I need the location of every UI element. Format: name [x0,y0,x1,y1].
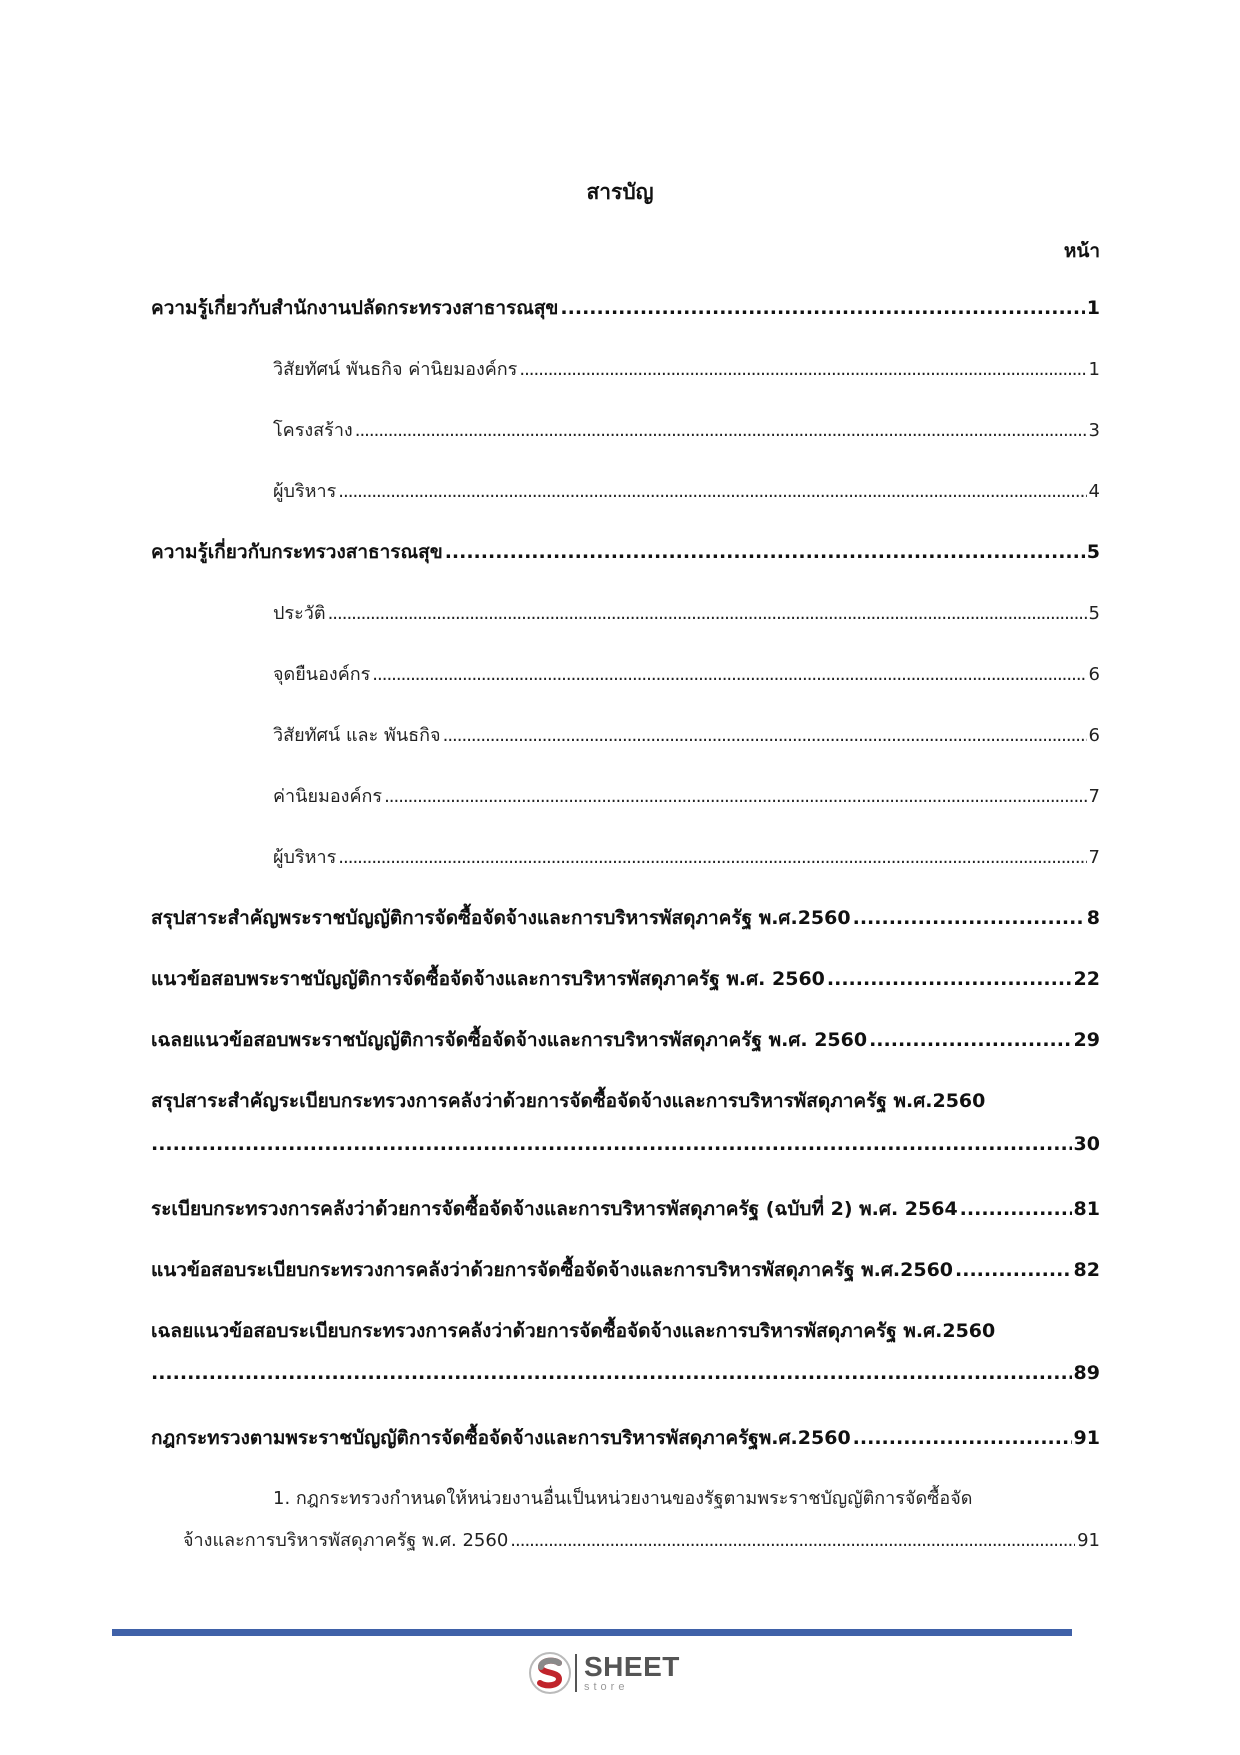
dot-leader [519,359,1086,380]
toc-entry-label: ความรู้เกี่ยวกับสำนักงานปลัดกระทรวงสาธารณสุข [151,297,559,319]
toc-entry-label: ค่านิยมองค์กร [273,786,383,807]
dot-leader [960,1198,1072,1220]
toc-entry-page: 91 [1073,1427,1100,1449]
toc-entry[interactable] [151,1194,1100,1224]
logo-divider [575,1654,577,1692]
toc-entry-label: ความรู้เกี่ยวกับกระทรวงสาธารณสุข [151,541,443,563]
dot-leader [355,420,1087,441]
toc-entry-page: 5 [1088,603,1100,624]
toc-entry-page: 81 [1073,1198,1100,1220]
toc-subentry[interactable] [273,598,1100,627]
dot-leader [827,968,1072,990]
toc-subentry[interactable] [273,781,1100,810]
toc-entry-page: 6 [1088,664,1100,685]
dot-leader [510,1530,1075,1551]
toc-subentry[interactable] [273,720,1100,749]
toc-entry-page: 6 [1088,725,1100,746]
dot-leader [869,1029,1071,1051]
toc-entry-page: 29 [1073,1029,1100,1051]
toc-entry-page: 4 [1088,481,1100,502]
dot-leader [372,664,1086,685]
toc-entry-page: 30 [1073,1133,1100,1155]
toc-entry-page: 82 [1073,1259,1100,1281]
dot-leader [443,725,1087,746]
toc-entry-page: 7 [1088,847,1100,868]
page-column-header: หน้า [1063,240,1100,262]
toc-entry-label: ผู้บริหาร [273,847,337,868]
toc-entry[interactable] [151,537,1100,567]
toc-entry-page: 1 [1088,359,1100,380]
toc-entry-label: โครงสร้าง [273,420,353,441]
dot-leader [384,786,1086,807]
dot-leader [955,1259,1072,1281]
toc-title: สารบัญ [586,180,654,204]
toc-entry-label[interactable]: เฉลยแนวข้อสอบระเบียบกระทรวงการคลังว่าด้วยการจัดซื้อจัดจ้างและการบริหารพัสดุภาครัฐ พ.ศ.2560 [151,1320,996,1342]
toc-subentry[interactable] [273,659,1100,688]
toc-entry-label: ระเบียบกระทรวงการคลังว่าด้วยการจัดซื้อจัดจ้างและการบริหารพัสดุภาครัฐ (ฉบับที่ 2) พ.ศ. 2564 [151,1198,958,1220]
toc-entry[interactable] [151,1025,1100,1055]
toc-entry-page: 89 [1073,1362,1100,1384]
toc-subentry[interactable] [273,354,1100,383]
toc-entry-label: จ้างและการบริหารพัสดุภาครัฐ พ.ศ. 2560 [183,1530,509,1551]
toc-entry-page: 8 [1086,907,1100,929]
toc-entry-page: 22 [1073,968,1100,990]
toc-entry[interactable] [151,293,1100,323]
footer-rule [112,1629,1072,1636]
dot-leader [445,541,1085,563]
toc-entry-label: ประวัติ [273,603,326,624]
dot-leader [338,481,1086,502]
toc-entry-label[interactable]: สรุปสาระสำคัญระเบียบกระทรวงการคลังว่าด้วยการจัดซื้อจัดจ้างและการบริหารพัสดุภาครัฐ พ.ศ.2560 [151,1090,986,1112]
toc-entry-page: 5 [1086,541,1100,563]
toc-subentry-label-line1[interactable]: 1. กฎกระทรวงกำหนดให้หน่วยงานอื่นเป็นหน่วยงานของรัฐตามพระราชบัญญัติการจัดซื้อจัด [273,1488,973,1509]
dot-leader [151,1133,1072,1155]
toc-entry-page: 91 [1077,1530,1100,1551]
toc-entry-label: เฉลยแนวข้อสอบพระราชบัญญัติการจัดซื้อจัดจ้างและการบริหารพัสดุภาครัฐ พ.ศ. 2560 [151,1029,868,1051]
toc-entry[interactable] [151,1255,1100,1285]
toc-entry-page: 3 [1088,420,1100,441]
toc-subentry-continuation[interactable] [183,1525,1100,1554]
sheet-store-s-icon [528,1651,572,1695]
sheet-store-logo [528,1651,680,1695]
toc-entry-page: 7 [1088,786,1100,807]
dot-leader [853,907,1085,929]
dot-leader [338,847,1086,868]
dot-leader [560,297,1084,319]
logo-sub-text: store [584,1681,629,1693]
logo-brand-text: SHEET [584,1651,680,1682]
toc-entry-label: วิสัยทัศน์ และ พันธกิจ [273,725,441,746]
toc-entry-label: ผู้บริหาร [273,481,337,502]
toc-entry[interactable] [151,964,1100,994]
toc-entry[interactable] [151,1423,1100,1453]
toc-entry-label: วิสัยทัศน์ พันธกิจ ค่านิยมองค์กร [273,359,518,380]
toc-entry[interactable] [151,903,1100,933]
toc-entry-label: สรุปสาระสำคัญพระราชบัญญัติการจัดซื้อจัดจ้างและการบริหารพัสดุภาครัฐ พ.ศ.2560 [151,907,851,929]
toc-entry-label: กฎกระทรวงตามพระราชบัญญัติการจัดซื้อจัดจ้างและการบริหารพัสดุภาครัฐพ.ศ.2560 [151,1427,851,1449]
toc-entry-continuation[interactable] [151,1133,1100,1155]
toc-entry-continuation[interactable] [151,1362,1100,1384]
toc-entry-label: จุดยืนองค์กร [273,664,371,685]
toc-entry-label: แนวข้อสอบระเบียบกระทรวงการคลังว่าด้วยการจัดซื้อจัดจ้างและการบริหารพัสดุภาครัฐ พ.ศ.2560 [151,1259,954,1281]
dot-leader [328,603,1087,624]
toc-entry-label: แนวข้อสอบพระราชบัญญัติการจัดซื้อจัดจ้างและการบริหารพัสดุภาครัฐ พ.ศ. 2560 [151,968,825,990]
toc-subentry[interactable] [273,842,1100,871]
toc-entry-page: 1 [1086,297,1100,319]
toc-subentry[interactable] [273,415,1100,444]
toc-subentry[interactable] [273,476,1100,505]
dot-leader [853,1427,1072,1449]
dot-leader [151,1362,1072,1384]
